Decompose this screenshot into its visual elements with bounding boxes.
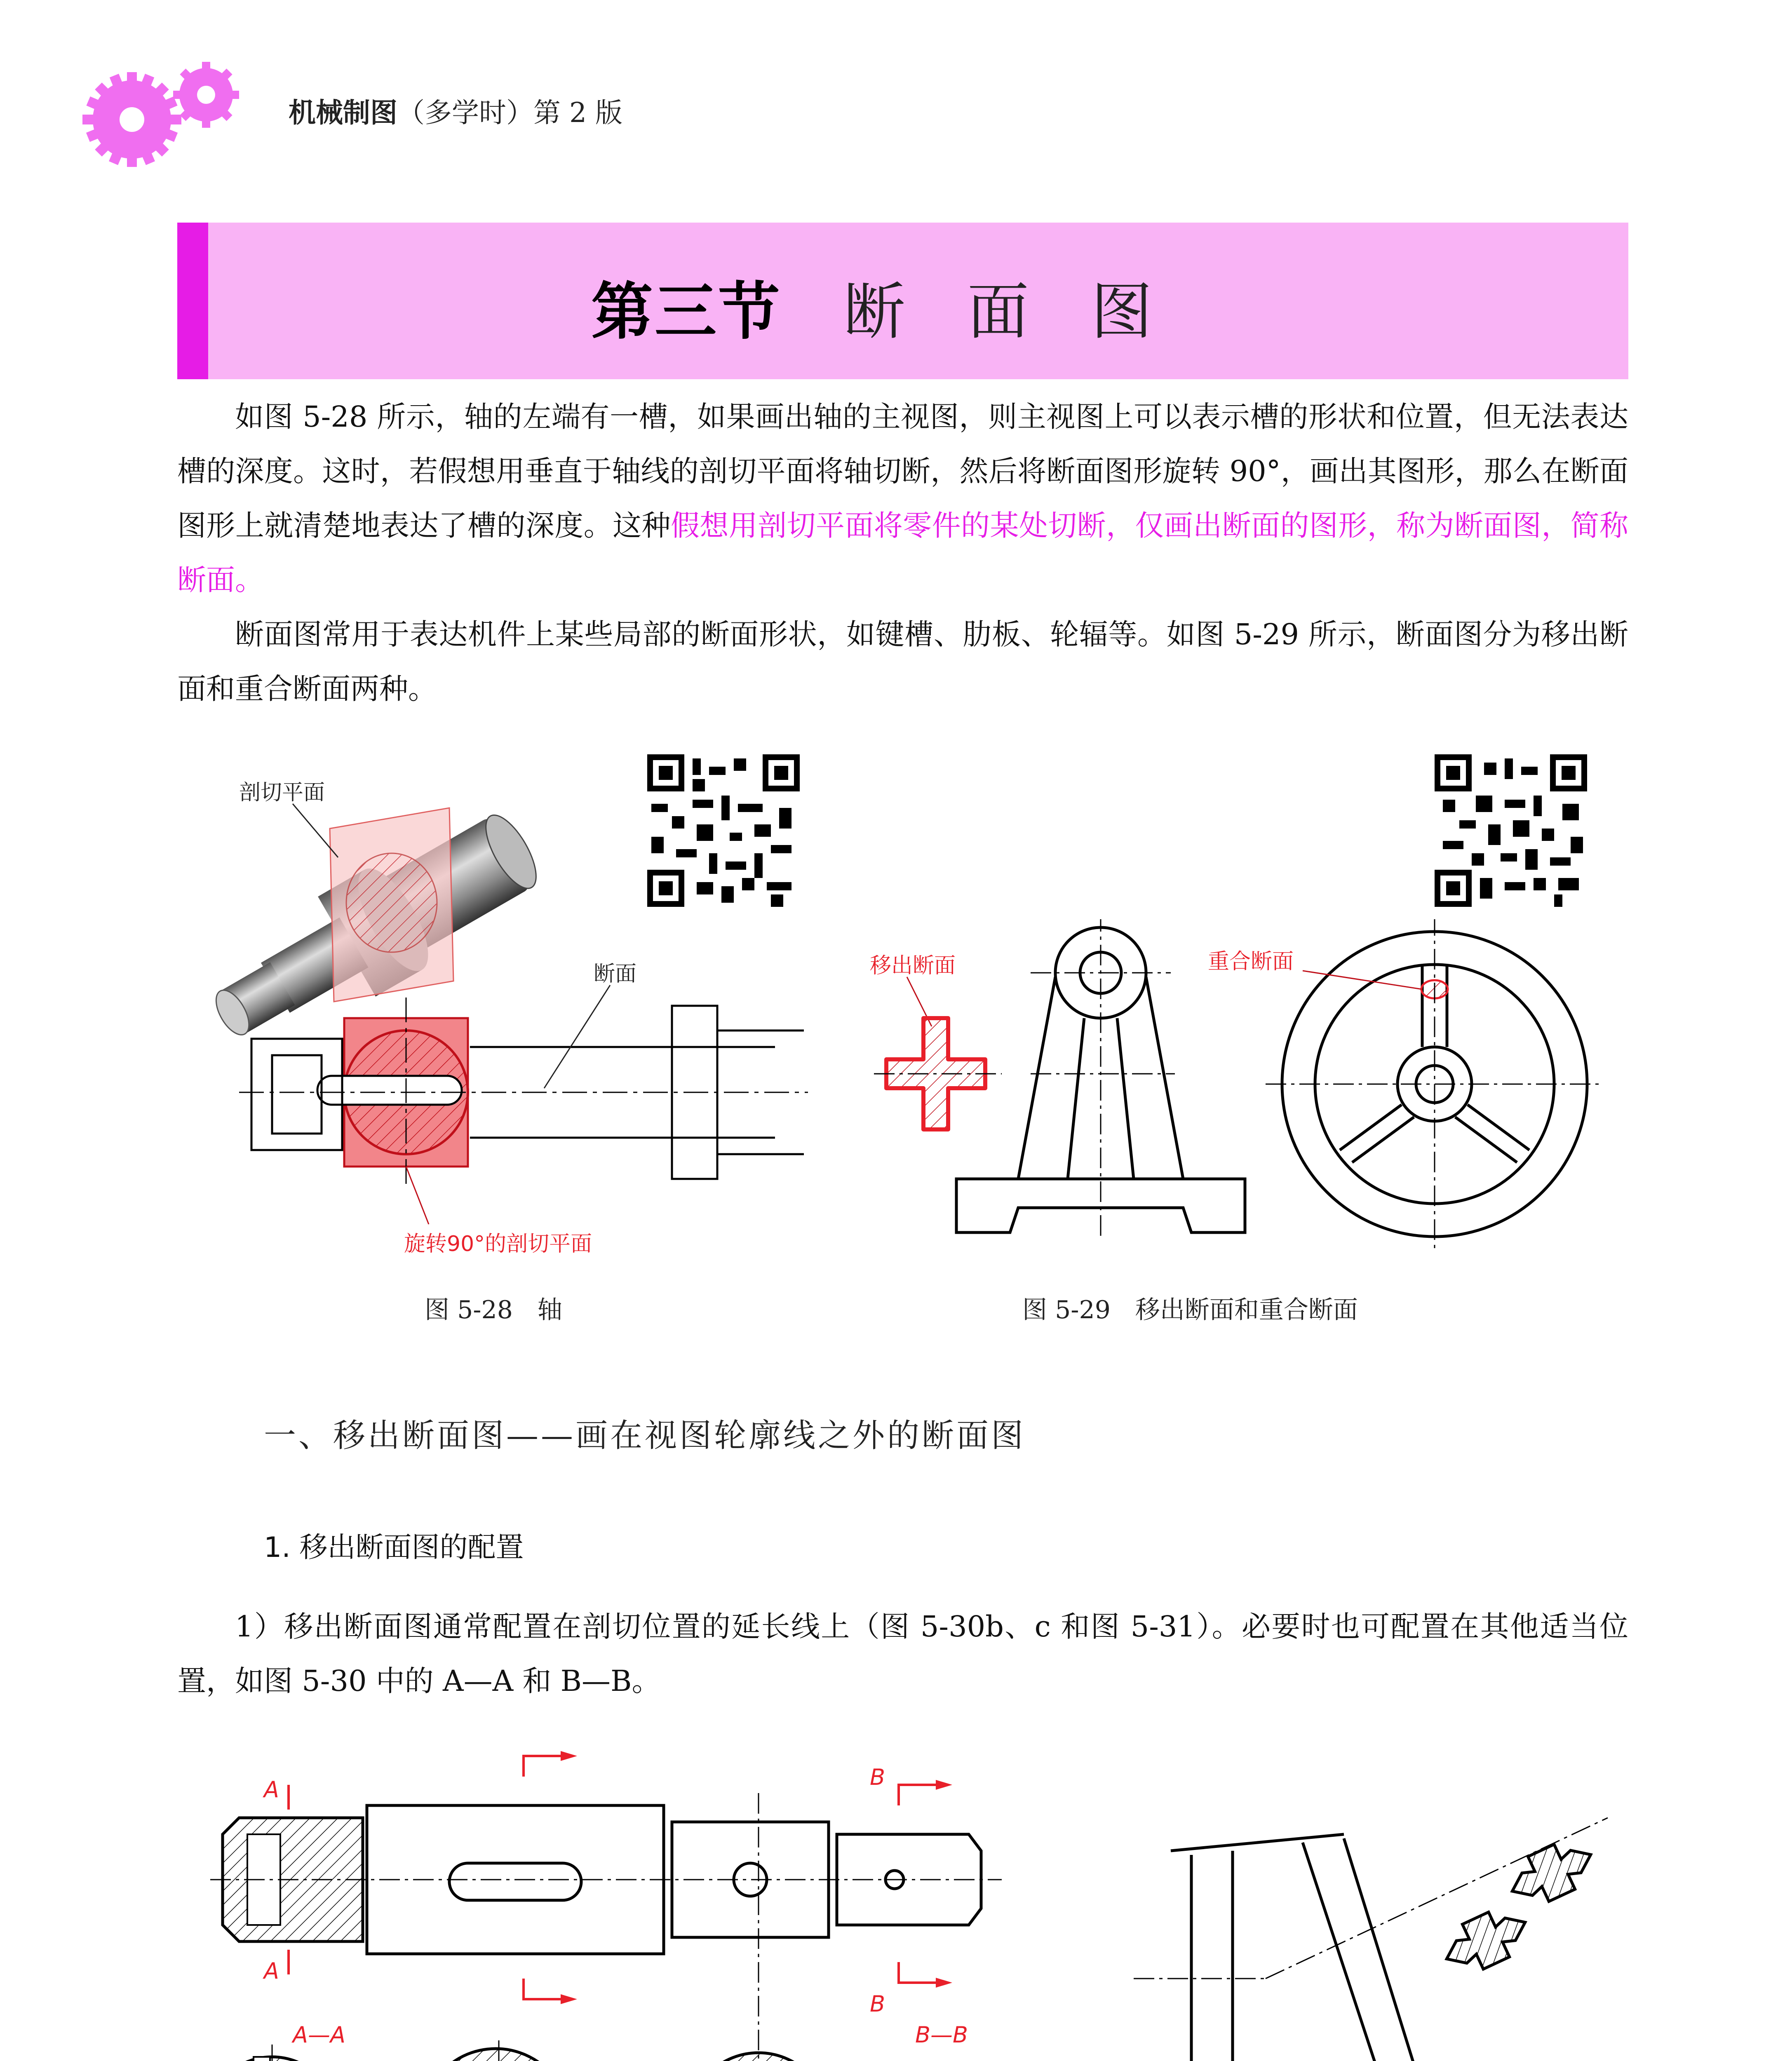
section-title [177, 262, 1628, 351]
qr-code-icon [1435, 754, 1587, 907]
item-1-paragraph: 1）移出断面图通常配置在剖切位置的延长线上（图 5-30b、c 和图 5-31）。必要时也可配置在其他适当位置，如图 5-30 中的 A—A 和 B—B。 [177, 1610, 1628, 1698]
header-book-title: 机械制图（多学时）第 2 版 [289, 97, 622, 129]
subsection-heading: 一、移出断面图——画在视图轮廓线之外的断面图 [264, 1417, 1026, 1454]
gear-logo-icon [70, 49, 268, 173]
item-1-title: 1. 移出断面图的配置 [264, 1531, 524, 1564]
section-number: 第三节 [591, 276, 782, 348]
paragraph-1: 如图 5-28 所示，轴的左端有一槽，如果画出轴的主视图，则主视图上可以表示槽的形状和位置，但无法表达槽的深度。这时，若假想用垂直于轴线的剖切平面将轴切断，然后将断面图形旋转 90°，画出其图形，那么在断面图形上就清楚地表达了槽的深度。这种假想用剖切平面将零件的某处切断，仅画出断面的图形，称为断面图，简称断面。 [177, 400, 1629, 597]
figure-5-31-removed-section-method-2 [1130, 1805, 1616, 2061]
section-name: 断面图 [843, 276, 1215, 348]
definition-emphasis: 假想用剖切平面将零件的某处切断，仅画出断面的图形，称为断面图，简称断面。 [177, 509, 1629, 597]
figure-5-28-shaft [198, 750, 833, 1261]
label-removed-section: 移出断面 [870, 953, 956, 978]
label-a-bottom: A [264, 1958, 279, 1984]
intro-paragraphs [177, 390, 1628, 716]
label-rotated-plane: 旋转90°的剖切平面 [404, 1232, 592, 1256]
label-section: 断面 [594, 962, 637, 986]
label-a-top: A [264, 1777, 279, 1803]
caption-fig-5-28: 图 5-28 轴 [425, 1296, 562, 1324]
figure-5-29-sections [845, 919, 1628, 1257]
section-title-bar [177, 223, 1628, 379]
paragraph-2: 断面图常用于表达机件上某些局部的断面形状，如键槽、肋板、轮辐等。如图 5-29 所示，断面图分为移出断面和重合断面两种。 [177, 617, 1628, 706]
label-b-bottom: B [870, 1991, 885, 2017]
label-b-b: B—B [915, 2022, 968, 2048]
label-a-a: A—A [293, 2022, 345, 2048]
caption-fig-5-29: 图 5-29 移出断面和重合断面 [1022, 1296, 1358, 1324]
label-cutting-plane: 剖切平面 [239, 780, 325, 805]
label-overlaid-section: 重合断面 [1208, 949, 1294, 974]
figure-5-30-removed-section-methods [206, 1739, 1022, 2061]
label-b-top: B [870, 1764, 885, 1790]
